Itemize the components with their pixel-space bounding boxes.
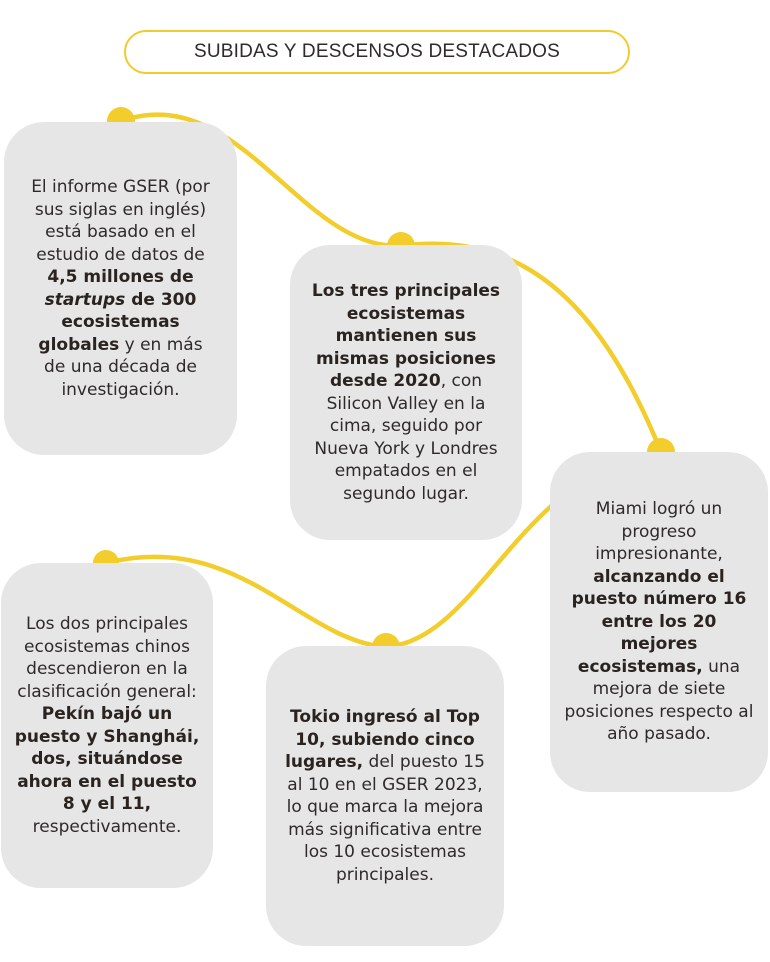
card-text: [284, 706, 486, 886]
card-text-segment: Los dos principales ecosistemas chinos descendieron en la clasificación general:: [17, 614, 197, 702]
card-text-segment: del puesto 15 al 10 en el GSER 2023, lo que marca la mejora más significativa entre los 10 ecosistemas principales.: [286, 752, 485, 885]
card-text-segment: una mejora de siete posiciones respecto al año pasado.: [564, 656, 754, 745]
card-text-bold: 4,5 millones de: [47, 267, 194, 287]
card-text: [564, 498, 754, 746]
card-text-bold: Tokio ingresó al Top 10, subiendo cinco lugares,: [285, 707, 480, 772]
card-text-bold: Pekín bajó un puesto y Shanghái, dos, situándose ahora en el puesto 8 y el 11,: [14, 704, 200, 814]
card-text: [9, 613, 205, 838]
card-text-bold: alcanzando el puesto número 16 entre los 20 mejores ecosistemas,: [571, 566, 747, 677]
info-card-gser: [4, 122, 237, 455]
card-text-segment: respectivamente.: [32, 816, 182, 837]
card-text-bold: de 300 ecosistemas globales: [38, 289, 197, 355]
info-card-miami: [550, 452, 768, 792]
info-card-tokyo: [266, 646, 504, 946]
card-text-segment: Miami logró un progreso impresionante,: [595, 499, 723, 565]
card-text: [28, 176, 213, 401]
info-card-top-three: [290, 245, 522, 540]
info-card-china: [1, 563, 213, 888]
card-text-segment: y en más de una década de investigación.: [44, 334, 203, 400]
card-text-segment: , con Silicon Valley en la cima, seguido por Nueva York y Londres empatados en el segundo lugar.: [314, 371, 498, 504]
card-text-segment: El informe GSER (por sus siglas en inglés) está basado en el estudio de datos de: [31, 177, 210, 265]
card-text-bold: startups: [44, 289, 126, 310]
page-title: SUBIDAS Y DESCENSOS DESTACADOS: [124, 30, 630, 74]
card-text: [304, 280, 508, 505]
card-text-bold: Los tres principales ecosistemas mantienen sus mismas posiciones desde 2020: [311, 281, 501, 391]
